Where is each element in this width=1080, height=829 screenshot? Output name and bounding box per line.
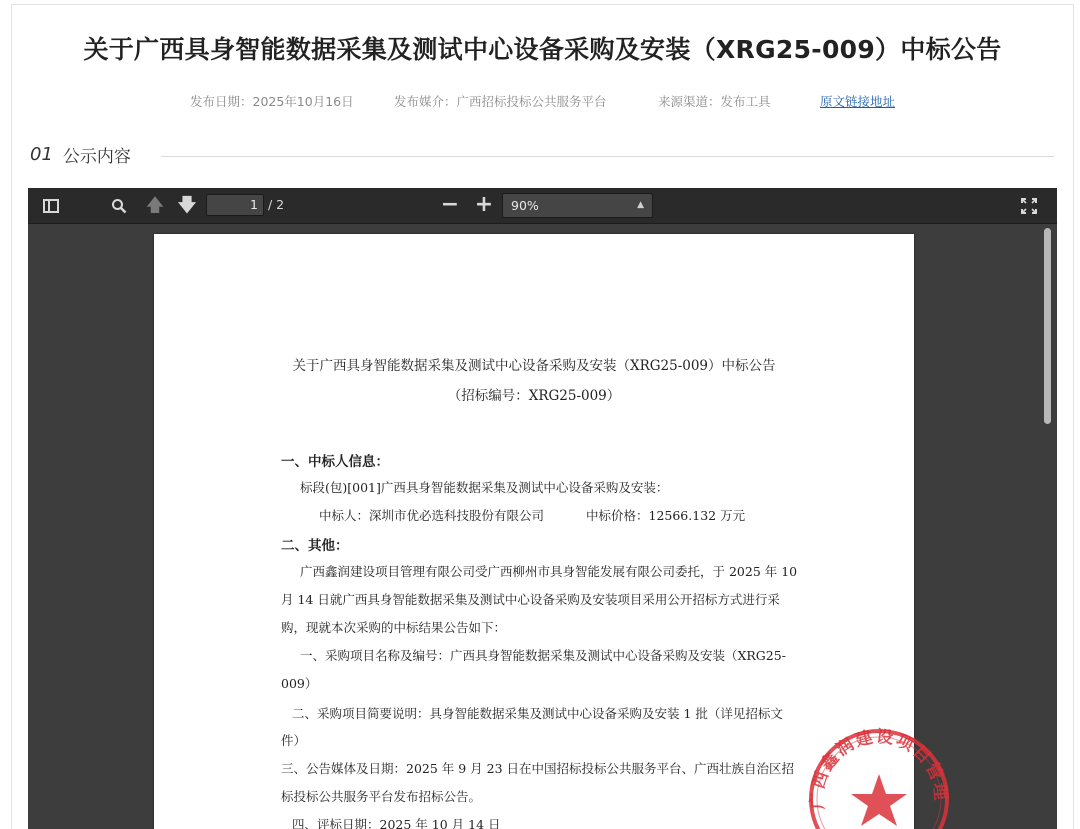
zoom-in-icon[interactable]: +	[474, 192, 494, 217]
chevron-updown-icon: ▲	[637, 200, 644, 210]
doc-subtitle: （招标编号：XRG25-009）	[447, 388, 621, 404]
doc-item-line: 标投标公共服务平台发布招标公告。	[281, 789, 482, 804]
section-header	[30, 142, 131, 167]
fullscreen-icon[interactable]	[1018, 196, 1040, 216]
section-divider	[161, 156, 1054, 157]
pdf-toolbar	[28, 188, 1057, 224]
publish-date: 发布日期：2025年10月16日	[190, 94, 354, 109]
sidebar-toggle-icon[interactable]	[40, 196, 62, 216]
section-title: 公示内容	[62, 147, 131, 167]
section-number: 01	[30, 144, 53, 165]
doc-heading-other: 二、其他：	[281, 538, 349, 554]
doc-paragraph-line: 广西鑫润建设项目管理有限公司受广西柳州市具身智能发展有限公司委托，于 2025 年 10	[300, 564, 798, 579]
svg-text:广西鑫润建设项目管理: 广西鑫润建设项目管理	[807, 726, 951, 810]
doc-item-line: 一、采购项目名称及编号：广西具身智能数据采集及测试中心设备采购及安装（XRG25-	[300, 648, 786, 663]
zoom-value: 90%	[511, 198, 539, 213]
doc-item-line: 三、公告媒体及日期：2025 年 9 月 23 日在中国招标投标公共服务平台、广西壮族自治区招	[281, 761, 795, 776]
doc-item-line: 二、采购项目简要说明：具身智能数据采集及测试中心设备采购及安装 1 批（详见招标文	[292, 706, 783, 721]
page-number-input[interactable]: 1	[206, 194, 264, 216]
official-seal-stamp	[804, 724, 954, 829]
page-total: / 2	[268, 197, 285, 212]
pdf-page	[154, 234, 951, 829]
zoom-out-icon[interactable]: −	[440, 192, 460, 217]
doc-heading-winner: 一、中标人信息：	[281, 454, 389, 470]
doc-item-line: 009）	[281, 676, 318, 691]
source-channel: 来源渠道：发布工具	[658, 94, 771, 109]
doc-winner: 中标人：深圳市优必选科技股份有限公司	[319, 508, 545, 523]
pdf-viewer	[28, 188, 1057, 829]
next-page-icon[interactable]: 🡇	[177, 195, 197, 216]
doc-title: 关于广西具身智能数据采集及测试中心设备采购及安装（XRG25-009）中标公告	[292, 358, 776, 374]
zoom-select[interactable]	[502, 193, 653, 218]
doc-item-line: 四、评标日期：2025 年 10 月 14 日	[292, 817, 501, 829]
doc-lot: 标段(包)[001]广西具身智能数据采集及测试中心设备采购及安装：	[300, 480, 669, 495]
doc-paragraph-line: 购，现就本次采购的中标结果公告如下：	[281, 620, 507, 635]
doc-paragraph-line: 月 14 日就广西具身智能数据采集及测试中心设备采购及安装项目采用公开招标方式进行采	[281, 592, 780, 607]
page-title: 关于广西具身智能数据采集及测试中心设备采购及安装（XRG25-009）中标公告	[83, 35, 1002, 64]
doc-price: 中标价格：12566.132 万元	[586, 508, 746, 523]
publish-media: 发布媒介：广西招标投标公共服务平台	[394, 94, 607, 109]
original-link[interactable]: 原文链接地址	[820, 94, 896, 109]
doc-item-line: 件）	[281, 733, 307, 748]
previous-page-icon[interactable]: 🡅	[145, 195, 165, 216]
scrollbar-thumb[interactable]	[1044, 228, 1051, 424]
search-icon[interactable]	[108, 196, 130, 216]
